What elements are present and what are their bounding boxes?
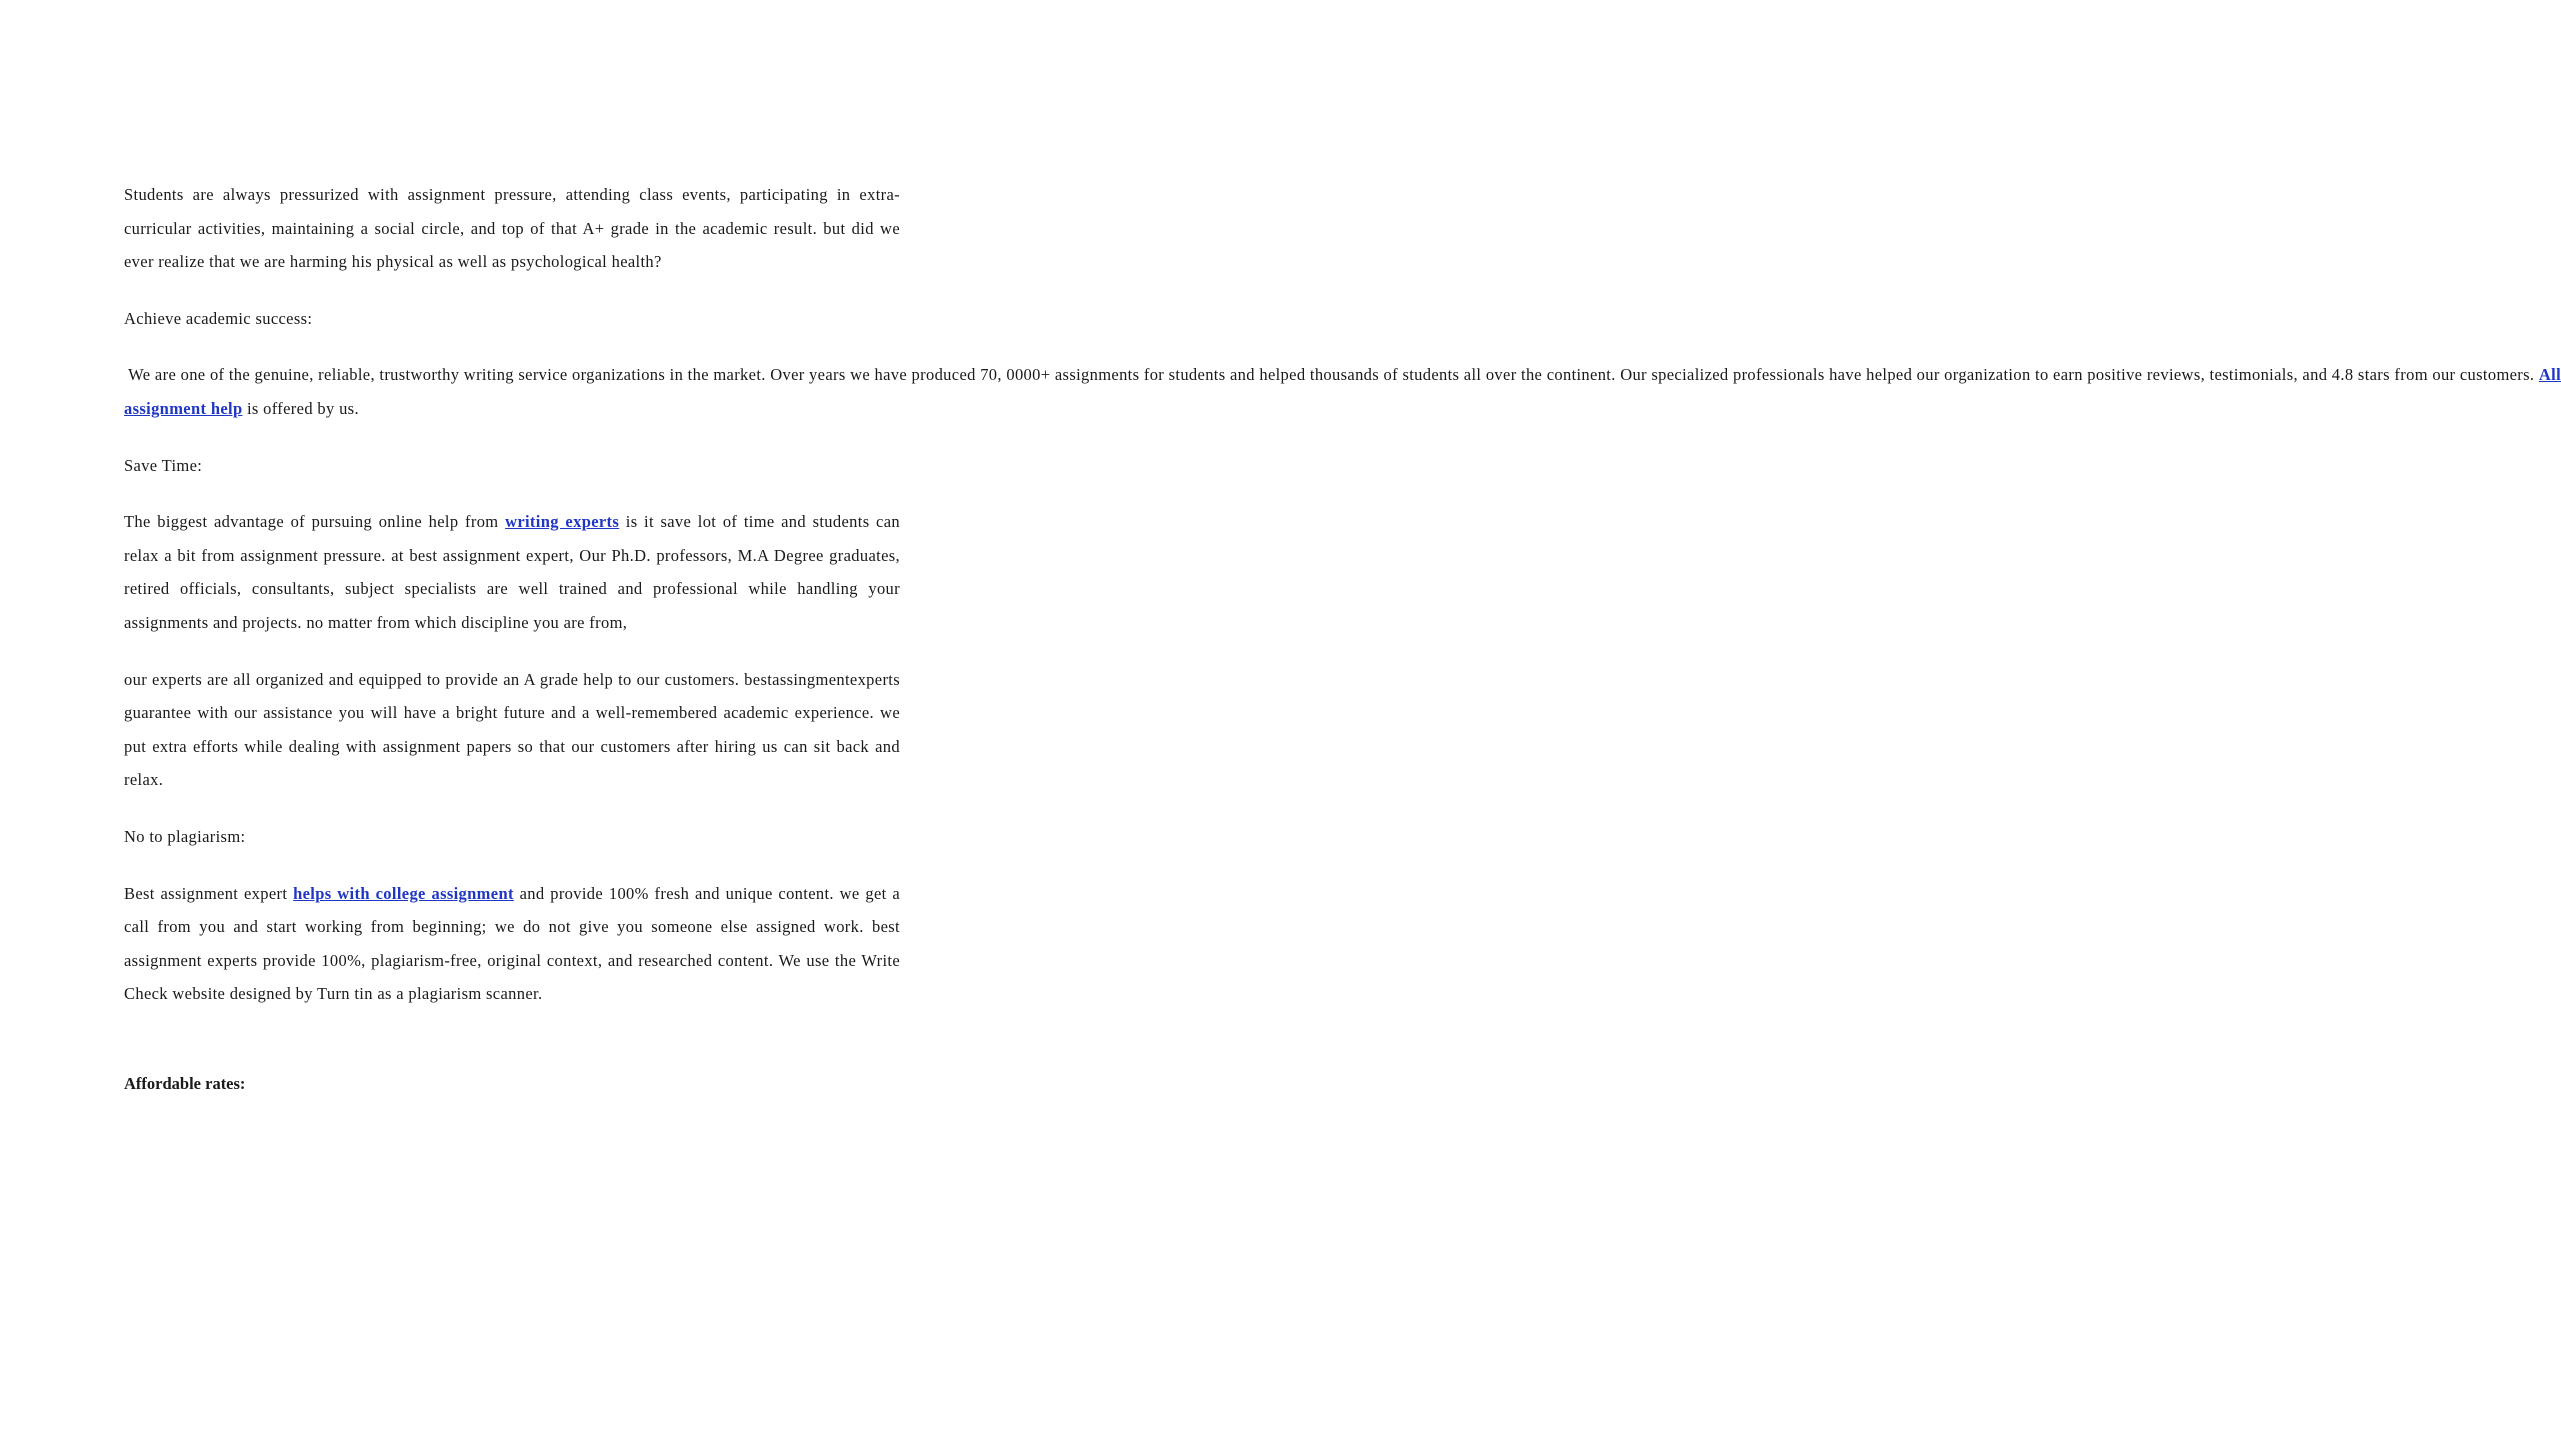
heading-affordable-rates: Affordable rates: (124, 1073, 246, 1093)
heading-no-to-plagiarism: No to plagiarism: (124, 826, 246, 846)
paragraph-text: The biggest advantage of pursuing online help from (124, 512, 506, 532)
paragraph-save-time (124, 505, 900, 639)
heading-achieve-academic-success: Achieve academic success: (124, 308, 313, 328)
heading-save-time: Save Time: (124, 455, 203, 475)
paragraph-text: We are one of the genuine, reliable, trustworthy writing service organizations in the market. Over years we have produced 70, 0000+ assignments for students and helped thousands of students all over the continent. Our specialized professionals have helped our organization to earn positive reviews, testimonials, and 4.8 stars from our customers. (124, 365, 2539, 385)
helps-with-college-assignment-link[interactable]: helps with college assignment (293, 883, 514, 903)
paragraph-text: Best assignment expert (124, 883, 294, 903)
paragraph-text: is offered by us. (242, 398, 359, 418)
paragraph-plagiarism (124, 877, 900, 1011)
paragraph-text: and provide 100% fresh and unique content. we get a call from you and start working from beginning; we do not give you someone else assigned work. best assignment experts provide 100%, plagiarism-free, original context, and researched content. We use the Write Check website designed by Turn tin as a plagiarism scanner. (124, 883, 901, 1004)
document-page (124, 178, 2561, 1123)
paragraph-organization (124, 358, 2561, 425)
writing-experts-link[interactable]: writing experts (505, 512, 620, 532)
intro-paragraph: Students are always pressurized with assignment pressure, attending class events, participating in extra-curricular activities, maintaining a social circle, and top of that A+ grade in the academic result. but did we ever realize that we are harming his physical as well as psychological health? (124, 185, 900, 272)
all-assignment-help-link[interactable]: All assignment help (124, 365, 2561, 418)
paragraph-experts: our experts are all organized and equipped to provide an A grade help to our customers. bestassingmentexperts guarantee with our assistance you will have a bright future and a well-remembered academic experience. we put extra efforts while dealing with assignment papers so that our customers after hiring us can sit back and relax. (124, 669, 900, 790)
paragraph-text: is it save lot of time and students can relax a bit from assignment pressure. at best assignment expert, Our Ph.D. professors, M.A Degree graduates, retired officials, consultants, subject specialists are well trained and professional while handling your assignments and projects. no matter from which discipline you are from, (124, 512, 900, 632)
